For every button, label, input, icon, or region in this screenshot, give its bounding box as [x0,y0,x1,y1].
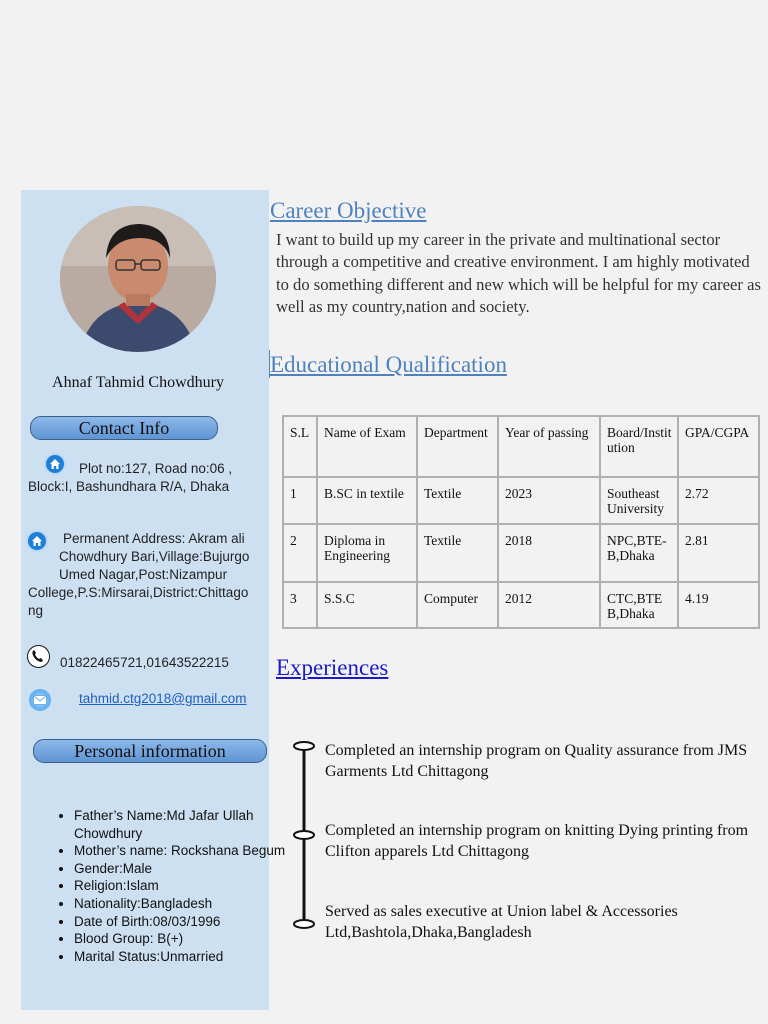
present-address-line2: Block:I, Bashundhara R/A, Dhaka [28,479,230,494]
experience-item: Completed an internship program on knitting Dying printing from Clifton apparels Ltd Chittagong [325,822,749,860]
table-cell: 2012 [498,582,600,628]
list-item: • Gender:Male [74,860,300,878]
permanent-address-line1: Permanent Address: Akram ali [63,531,245,546]
permanent-address-line2: Chowdhury Bari,Village:Bujurgo [59,549,250,564]
table-row [283,477,759,524]
table-header-row [283,416,759,477]
education-table [282,415,760,629]
list-item: • Date of Birth:08/03/1996 [74,913,300,931]
personal-info-heading: Personal information [33,739,267,763]
table-cell: Textile [417,524,498,582]
table-cell: 1 [283,477,317,524]
table-cell: Textile [417,477,498,524]
home-icon [28,532,46,550]
list-item: • Blood Group: B(+) [74,930,300,948]
table-cell: 2 [283,524,317,582]
table-header-cell: Name of Exam [317,416,417,477]
permanent-address-line4: College,P.S:Mirsarai,District:Chittago [28,585,249,600]
table-row [283,524,759,582]
table-cell: 2.81 [678,524,759,582]
table-cell: B.SC in textile [317,477,417,524]
career-objective-text: I want to build up my career in the private and multinational sector through a competitive and creative environment. I am highly motivated to do something different and new which will be helpful for my career as well as my country,nation and society. [276,230,761,316]
permanent-address-line5: ng [28,603,44,618]
table-header-cell: GPA/CGPA [678,416,759,477]
experiences-heading: Experiences [276,655,389,680]
table-cell: NPC,BTE-B,Dhaka [600,524,678,582]
experience-item: Completed an internship program on Quality assurance from JMS Garments Ltd Chittagong [325,742,748,780]
table-header-cell: S.L [283,416,317,477]
permanent-address-line3: Umed Nagar,Post:Nizampur [59,567,228,582]
experience-item: Served as sales executive at Union label & Accessories Ltd,Bashtola,Dhaka,Bangladesh [325,903,678,941]
list-item: • Mother’s name: Rockshana Begum [74,842,300,860]
career-objective-heading: Career Objective [270,198,427,223]
profile-photo [60,206,216,352]
table-header-cell: Department [417,416,498,477]
table-header-cell: Year of passing [498,416,600,477]
table-cell: 2023 [498,477,600,524]
personal-info-list [44,807,300,965]
educational-qualification-heading: Educational Qualification [270,352,507,377]
phone-icon [27,645,50,668]
table-cell: Computer [417,582,498,628]
phone-number: 01822465721,01643522215 [60,655,229,670]
present-address-line1: Plot no:127, Road no:06 , [79,461,233,476]
table-cell: Southeast University [600,477,678,524]
list-item: • Father’s Name:Md Jafar Ullah Chowdhury [74,807,300,842]
table-cell: 3 [283,582,317,628]
list-item: • Marital Status:Unmarried [74,948,300,966]
table-cell: 2.72 [678,477,759,524]
table-cell: S.S.C [317,582,417,628]
table-header-cell: Board/Institution [600,416,678,477]
email-link[interactable]: tahmid.ctg2018@gmail.com [79,691,247,706]
experience-timeline [292,740,318,930]
table-row [283,582,759,628]
table-cell: CTC,BTE B,Dhaka [600,582,678,628]
table-cell: 2018 [498,524,600,582]
list-item: • Nationality:Bangladesh [74,895,300,913]
table-cell: 4.19 [678,582,759,628]
home-icon [46,455,64,473]
mail-icon [29,689,51,711]
list-item: • Religion:Islam [74,877,300,895]
profile-name: Ahnaf Tahmid Chowdhury [52,374,224,391]
contact-info-heading: Contact Info [30,416,218,440]
table-cell: Diploma in Engineering [317,524,417,582]
